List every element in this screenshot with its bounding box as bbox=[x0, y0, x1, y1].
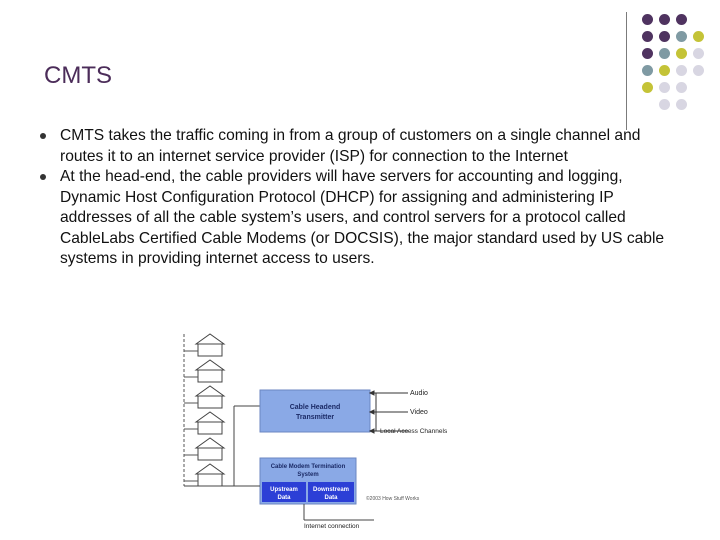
cmts-label: Cable Modem Termination bbox=[270, 464, 346, 470]
bullet-text: CMTS takes the traffic coming in from a group of customers on a single channel and routes it to an internet service provider (ISP) for connection to the Internet bbox=[60, 127, 641, 165]
bullet-icon bbox=[40, 174, 46, 180]
dot bbox=[642, 65, 653, 76]
dot bbox=[676, 99, 687, 110]
dot bbox=[693, 65, 704, 76]
headend-label: Transmitter bbox=[295, 414, 335, 421]
bullet-item bbox=[40, 126, 680, 167]
dot bbox=[659, 31, 670, 42]
downstream-label: Downstream bbox=[312, 487, 350, 493]
dot bbox=[642, 82, 653, 93]
dot bbox=[676, 65, 687, 76]
dot bbox=[676, 82, 687, 93]
dot bbox=[693, 31, 704, 42]
house-icon bbox=[196, 386, 224, 408]
house-icon bbox=[196, 334, 224, 356]
internet-connection-label: Internet connection bbox=[304, 523, 360, 530]
house-icon bbox=[196, 464, 224, 486]
house-icon bbox=[196, 360, 224, 382]
headend-label: Cable Headend bbox=[289, 404, 341, 411]
dot bbox=[659, 14, 670, 25]
dot bbox=[676, 48, 687, 59]
audio-label: Audio bbox=[410, 390, 428, 397]
slide-title: CMTS bbox=[44, 62, 112, 89]
upstream-label: Upstream bbox=[270, 487, 298, 493]
cmts-diagram bbox=[174, 326, 474, 530]
headend-box bbox=[260, 390, 370, 432]
bullet-item bbox=[40, 167, 680, 270]
dot bbox=[676, 31, 687, 42]
local-access-label: Local Access Channels bbox=[380, 428, 448, 435]
house-icon bbox=[196, 438, 224, 460]
dot bbox=[642, 14, 653, 25]
dot bbox=[659, 99, 670, 110]
video-label: Video bbox=[410, 409, 428, 416]
dot bbox=[659, 48, 670, 59]
bullet-icon bbox=[40, 133, 46, 139]
divider-line bbox=[626, 12, 627, 130]
dot bbox=[642, 31, 653, 42]
dot bbox=[659, 65, 670, 76]
house-icon bbox=[196, 412, 224, 434]
cmts-label: System bbox=[297, 472, 319, 478]
dot bbox=[659, 82, 670, 93]
upstream-label: Data bbox=[277, 495, 291, 501]
downstream-label: Data bbox=[324, 495, 338, 501]
copyright-text: ©2003 How Stuff Works bbox=[366, 496, 420, 502]
dot bbox=[693, 48, 704, 59]
dot bbox=[642, 48, 653, 59]
dot bbox=[676, 14, 687, 25]
bullet-text: At the head-end, the cable providers will have servers for accounting and logging, Dynamic Host Configuration Protocol (DHCP) for assigning and administering IP addresses of all the cable system’s users, and control servers for a protocol called CableLabs Certified Cable Modems (or DOCSIS), the major standard used by US cable systems in providing internet access to users. bbox=[60, 168, 665, 267]
bullet-list bbox=[40, 126, 680, 270]
